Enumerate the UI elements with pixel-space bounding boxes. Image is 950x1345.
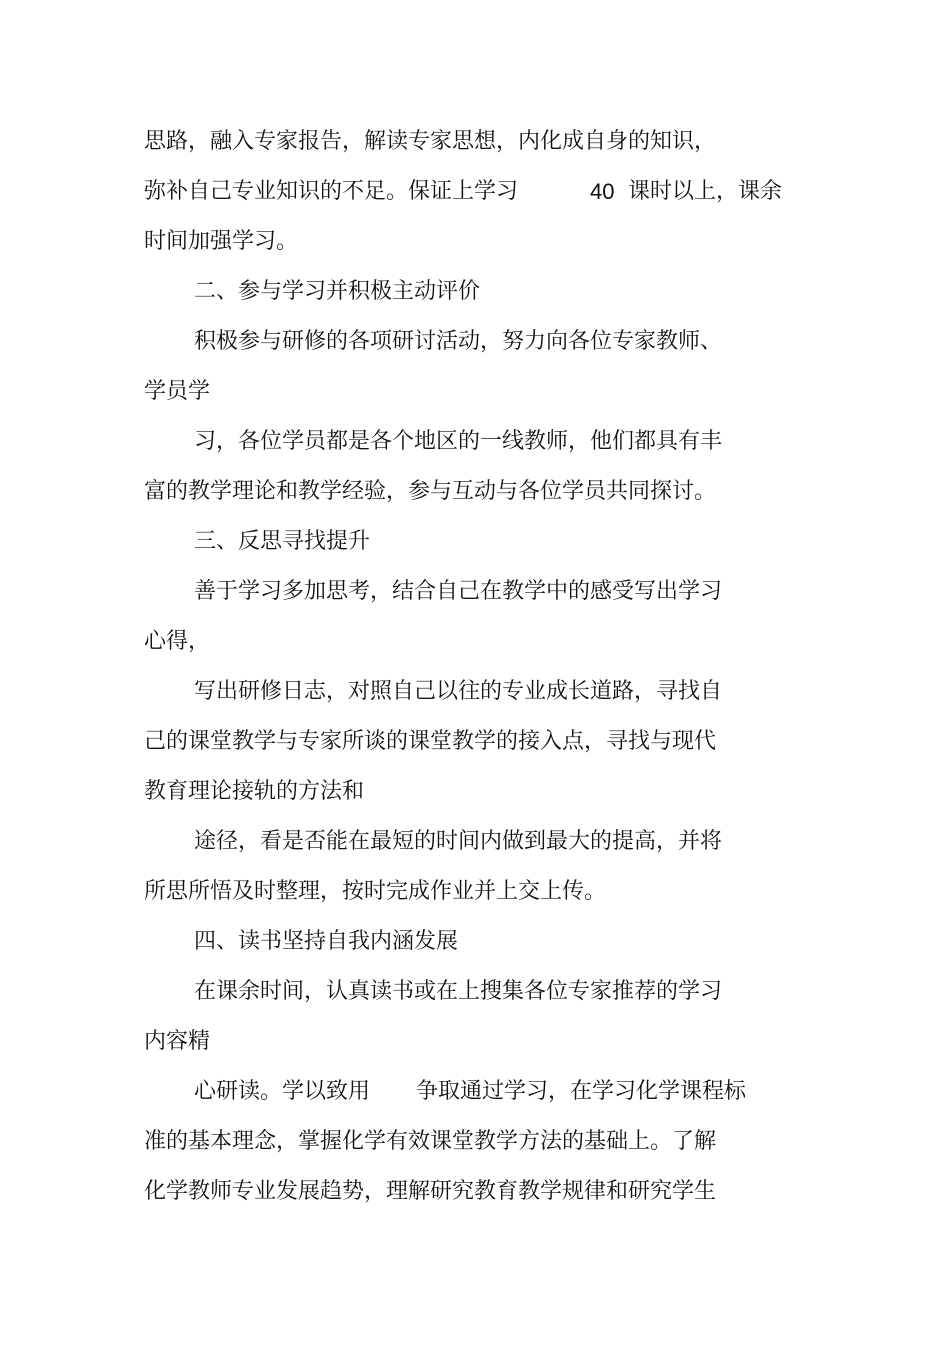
body-text-line: 化学教师专业发展趋势，理解研究教育教学规律和研究学生 (144, 1179, 717, 1204)
body-text-line: 心得， (144, 629, 211, 654)
body-text-line: 准的基本理念，掌握化学有效课堂教学方法的基础上。了解 (144, 1129, 717, 1154)
section-heading: 四、读书坚持自我内涵发展 (194, 929, 459, 954)
section-heading: 三、反思寻找提升 (194, 529, 371, 554)
body-text-line: 习，各位学员都是各个地区的一线教师，他们都具有丰 (194, 429, 723, 454)
body-text-number: 40 (590, 179, 615, 204)
body-text-line: 所思所悟及时整理，按时完成作业并上交上传。 (144, 879, 607, 904)
body-text-line: 善于学习多加思考，结合自己在教学中的感受写出学习 (194, 579, 723, 604)
body-text-line: 己的课堂教学与专家所谈的课堂教学的接入点，寻找与现代 (144, 729, 717, 754)
body-text-line: 弥补自己专业知识的不足。保证上学习 (144, 179, 519, 204)
body-text-line: 学员学 (144, 379, 211, 404)
body-text-line: 思路，融入专家报告，解读专家思想，内化成自身的知识， (144, 129, 717, 154)
body-text-line: 写出研修日志，对照自己以往的专业成长道路，寻找自 (194, 679, 723, 704)
body-text-line: 教育理论接轨的方法和 (144, 779, 365, 804)
body-text-line: 积极参与研修的各项研讨活动，努力向各位专家教师、 (194, 329, 723, 354)
section-heading: 二、参与学习并积极主动评价 (194, 279, 481, 304)
body-text-line: 在课余时间，认真读书或在上搜集各位专家推荐的学习 (194, 979, 723, 1004)
body-text-line: 内容精 (144, 1029, 211, 1054)
body-text-line: 争取通过学习，在学习化学课程标 (416, 1079, 747, 1104)
body-text-line: 课时以上，课余 (628, 179, 783, 204)
body-text-line: 时间加强学习。 (144, 229, 299, 254)
body-text-line: 途径，看是否能在最短的时间内做到最大的提高，并将 (194, 829, 723, 854)
body-text-line: 心研读。学以致用 (194, 1079, 371, 1104)
body-text-line: 富的教学理论和教学经验，参与互动与各位学员共同探讨。 (144, 479, 717, 504)
